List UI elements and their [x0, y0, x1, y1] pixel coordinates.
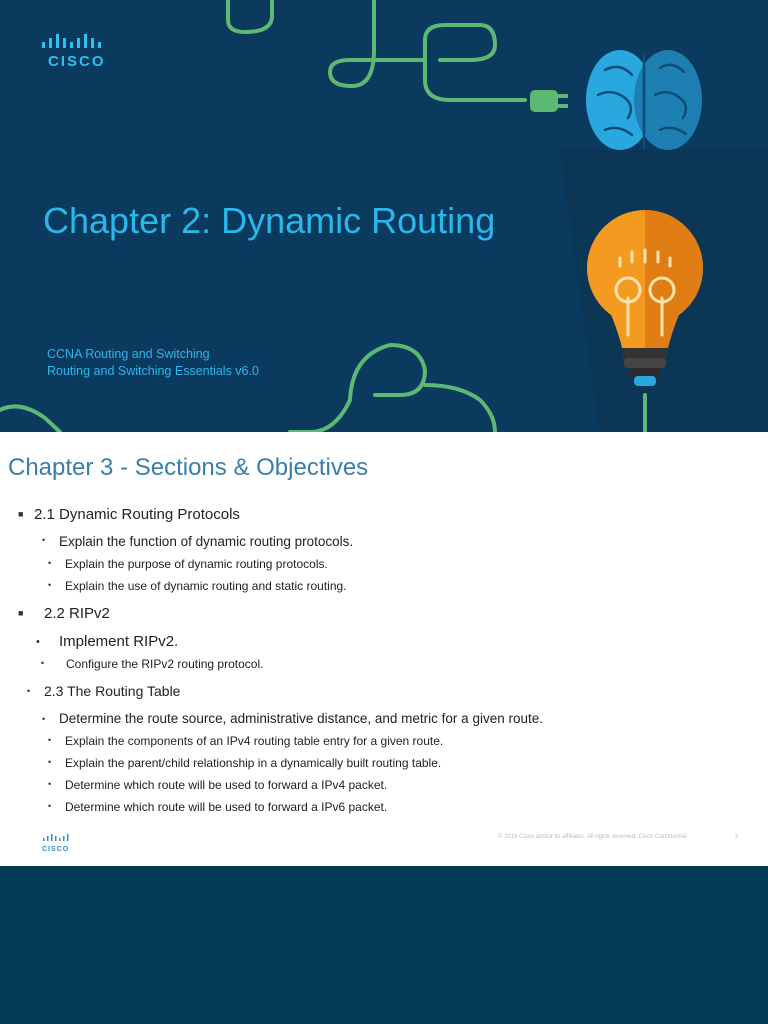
bullet-icon: •: [36, 636, 40, 648]
bullet-icon: •: [27, 686, 31, 696]
objective-item: Explain the function of dynamic routing protocols.: [59, 534, 354, 549]
brain-icon: [586, 50, 702, 150]
footer-copyright: © 2016 Cisco and/or its affiliates. All rights reserved. Cisco Confidential: [498, 834, 687, 840]
bullet-icon: •: [48, 801, 52, 811]
bullet-icon: •: [41, 658, 45, 668]
objective-item: 2.3 The Routing Table: [44, 683, 181, 699]
slide-title: Chapter 2: Dynamic Routing: [43, 200, 496, 241]
objective-item: 2.2 RIPv2: [44, 605, 110, 622]
objective-item: 2.1 Dynamic Routing Protocols: [34, 506, 240, 523]
cisco-logo-icon: [42, 834, 72, 842]
bullet-icon: ■: [18, 608, 24, 618]
objective-item: Explain the parent/child relationship in a dynamically built routing table.: [65, 756, 442, 770]
cisco-brand-text: CISCO: [48, 53, 106, 70]
objective-item: Determine the route source, administrative distance, and metric for a given route.: [59, 711, 543, 726]
objective-item: Determine which route will be used to forward a IPv4 packet.: [65, 778, 388, 792]
bullet-icon: •: [48, 779, 52, 789]
bullet-icon: •: [48, 580, 52, 590]
footer-cisco-logo: [42, 829, 72, 853]
bullet-icon: •: [48, 558, 52, 568]
bullet-icon: •: [42, 535, 46, 545]
plug-icon: [530, 90, 568, 112]
subtitle-line-1: CCNA Routing and Switching: [47, 347, 210, 361]
bullet-icon: •: [48, 757, 52, 767]
page-number: 2: [735, 834, 739, 840]
slide-title: Chapter 3 - Sections & Objectives: [8, 454, 369, 481]
objective-item: Explain the use of dynamic routing and static routing.: [65, 579, 347, 593]
footer-brand-text: CISCO: [42, 846, 70, 853]
objective-item: Configure the RIPv2 routing protocol.: [66, 657, 264, 671]
objective-item: Implement RIPv2.: [59, 633, 179, 650]
objectives-slide: [0, 432, 768, 866]
title-slide: [0, 0, 768, 432]
bullet-icon: •: [48, 735, 52, 745]
objective-item: Explain the purpose of dynamic routing protocols.: [65, 557, 328, 571]
bullet-icon: •: [42, 714, 46, 724]
bullet-icon: ■: [18, 509, 24, 519]
objective-item: Determine which route will be used to forward a IPv6 packet.: [65, 800, 388, 814]
objective-item: Explain the components of an IPv4 routing table entry for a given route.: [65, 734, 444, 748]
subtitle-line-2: Routing and Switching Essentials v6.0: [47, 364, 259, 378]
slide-subtitle: [47, 346, 259, 380]
